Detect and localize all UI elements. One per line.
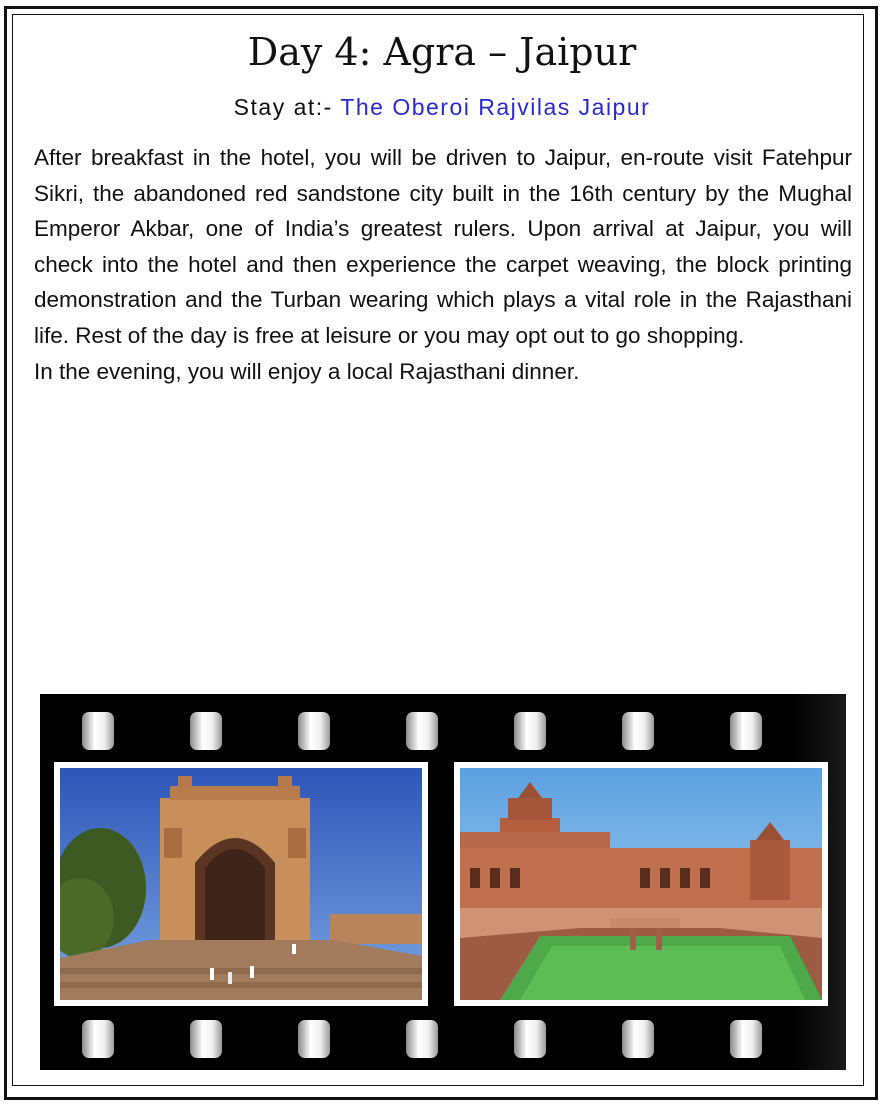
film-hole xyxy=(514,712,546,750)
evening-paragraph: In the evening, you will enjoy a local Rajasthani dinner. xyxy=(34,358,580,384)
buland-darwaza-photo xyxy=(54,762,428,1006)
film-hole xyxy=(406,1020,438,1058)
filmstrip-holes-top xyxy=(40,712,846,752)
film-hole xyxy=(190,712,222,750)
itinerary-description xyxy=(34,140,852,389)
description-paragraph: After breakfast in the hotel, you will be driven to Jaipur, en-route visit Fatehpur Sikri, the abandoned red sandstone city built in the 16th century by the Mughal Emperor Akbar, one of India’s greatest rulers. Upon arrival at Jaipur, you will check into the hotel and then experience the carpet weaving, the block printing demonstration and the Turban wearing which plays a vital role in the Rajasthani life. Rest of the day is free at leisure or you may opt out to go shopping. xyxy=(34,145,852,348)
film-hole xyxy=(82,1020,114,1058)
palace-illustration xyxy=(460,768,822,1000)
film-hole xyxy=(406,712,438,750)
film-hole xyxy=(514,1020,546,1058)
film-hole xyxy=(730,1020,762,1058)
film-hole xyxy=(730,712,762,750)
filmstrip-holes-bottom xyxy=(40,1020,846,1060)
film-hole xyxy=(622,1020,654,1058)
film-hole xyxy=(298,712,330,750)
panch-mahal-photo xyxy=(454,762,828,1006)
hotel-name: The Oberoi Rajvilas Jaipur xyxy=(340,94,651,120)
stay-label: Stay at:- xyxy=(233,94,341,120)
gate-illustration xyxy=(60,768,422,1000)
film-hole xyxy=(298,1020,330,1058)
page-title: Day 4: Agra – Jaipur xyxy=(247,30,637,74)
film-hole xyxy=(622,712,654,750)
stay-line xyxy=(0,94,884,121)
filmstrip-photos xyxy=(40,694,846,1070)
film-hole xyxy=(190,1020,222,1058)
film-hole xyxy=(82,712,114,750)
